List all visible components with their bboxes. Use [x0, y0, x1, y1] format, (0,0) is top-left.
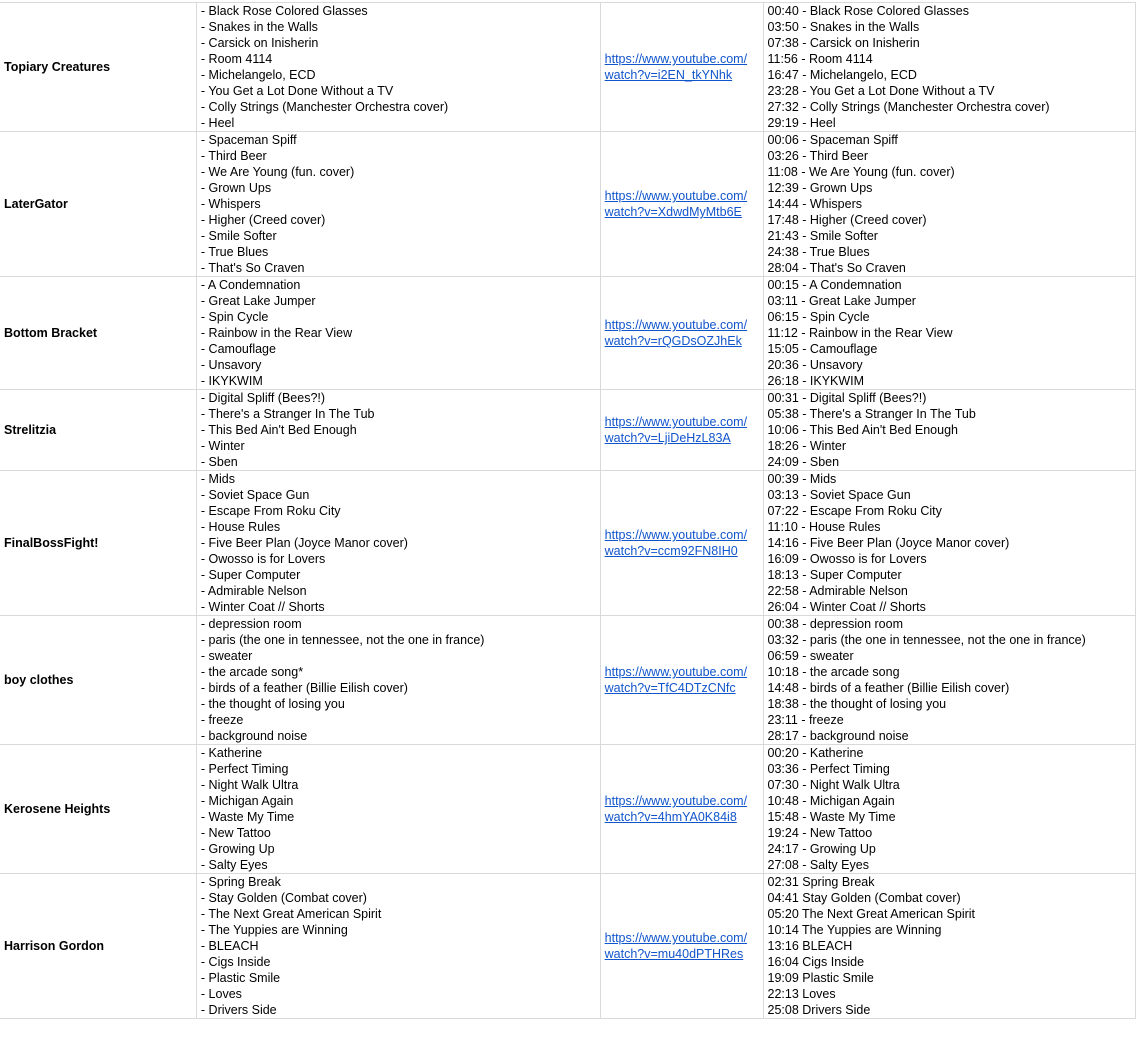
timestamp-entry: 23:28 - You Get a Lot Done Without a TV [767, 84, 995, 98]
timestamp-entry: 15:05 - Camouflage [767, 342, 878, 356]
timestamp-entry: 18:13 - Super Computer [767, 568, 902, 582]
timestamp-entry: 17:48 - Higher (Creed cover) [767, 213, 927, 227]
band-name-cell[interactable] [0, 390, 196, 471]
timestamp-entry: 28:17 - background noise [767, 729, 909, 743]
setlist-song: - Great Lake Jumper [200, 294, 316, 308]
setlist-song: - Super Computer [200, 568, 301, 582]
youtube-link-line: watch?v=4hmYA0K84i8 [604, 810, 737, 824]
setlist-song: - birds of a feather (Billie Eilish cover) [200, 681, 408, 695]
timestamps-cell[interactable] [763, 745, 1136, 874]
timestamp-entry: 18:38 - the thought of losing you [767, 697, 947, 711]
band-row [0, 874, 1136, 1019]
timestamp-entry: 10:06 - This Bed Ain't Bed Enough [767, 423, 958, 437]
timestamp-entry: 00:06 - Spaceman Spiff [767, 133, 898, 147]
setlist-song: - True Blues [200, 245, 269, 259]
setlist-song: - Whispers [200, 197, 261, 211]
timestamps-cell[interactable] [763, 616, 1136, 745]
youtube-link-line: watch?v=LjiDeHzL83A [604, 431, 731, 445]
timestamp-entry: 11:56 - Room 4114 [767, 52, 873, 66]
timestamp-entry: 03:32 - paris (the one in tennessee, not the one in france) [767, 633, 1086, 647]
youtube-link-line: watch?v=rQGDsOZJhEk [604, 334, 742, 348]
timestamp-entry: 16:09 - Owosso is for Lovers [767, 552, 927, 566]
timestamp-entry: 15:48 - Waste My Time [767, 810, 896, 824]
setlist-song: - A Condemnation [200, 278, 301, 292]
band-row [0, 471, 1136, 616]
band-name: Bottom Bracket [4, 326, 98, 340]
setlist-song: - the arcade song* [200, 665, 304, 679]
timestamp-entry: 22:58 - Admirable Nelson [767, 584, 908, 598]
band-row [0, 390, 1136, 471]
spreadsheet-grid [0, 2, 1136, 1019]
setlist-song: - Rainbow in the Rear View [200, 326, 353, 340]
youtube-link[interactable] [605, 188, 759, 220]
setlist-song: - Loves [200, 987, 242, 1001]
timestamp-entry: 07:22 - Escape From Roku City [767, 504, 942, 518]
setlist-song: - Drivers Side [200, 1003, 277, 1017]
setlist-song: - You Get a Lot Done Without a TV [200, 84, 394, 98]
timestamp-entry: 07:38 - Carsick on Inisherin [767, 36, 920, 50]
setlist-cell[interactable] [196, 390, 600, 471]
timestamp-entry: 10:14 The Yuppies are Winning [767, 923, 942, 937]
setlist-song: - Michigan Again [200, 794, 294, 808]
setlist-song: - Owosso is for Lovers [200, 552, 326, 566]
timestamp-entry: 07:30 - Night Walk Ultra [767, 778, 900, 792]
setlist-song: - That's So Craven [200, 261, 305, 275]
timestamp-entry: 11:08 - We Are Young (fun. cover) [767, 165, 955, 179]
timestamp-entry: 12:39 - Grown Ups [767, 181, 873, 195]
setlist-song: - New Tattoo [200, 826, 271, 840]
video-link-cell[interactable] [600, 616, 763, 745]
timestamp-entry: 20:36 - Unsavory [767, 358, 863, 372]
setlist-song: - Growing Up [200, 842, 275, 856]
setlist-song: - Carsick on Inisherin [200, 36, 319, 50]
timestamps-cell[interactable] [763, 277, 1136, 390]
setlist-song: - Soviet Space Gun [200, 488, 310, 502]
timestamp-entry: 11:12 - Rainbow in the Rear View [767, 326, 953, 340]
band-name: Strelitzia [4, 423, 57, 437]
timestamp-entry: 26:04 - Winter Coat // Shorts [767, 600, 926, 614]
band-name-cell[interactable] [0, 3, 196, 132]
youtube-link[interactable] [605, 664, 759, 696]
setlist-song: - Camouflage [200, 342, 276, 356]
setlist-song: - House Rules [200, 520, 281, 534]
setlist-song: - Cigs Inside [200, 955, 271, 969]
band-name-cell[interactable] [0, 874, 196, 1019]
setlist-song: - Winter [200, 439, 245, 453]
setlist-song: - Michelangelo, ECD [200, 68, 316, 82]
band-name: boy clothes [4, 673, 74, 687]
timestamp-entry: 14:16 - Five Beer Plan (Joyce Manor cover) [767, 536, 1010, 550]
timestamp-entry: 00:39 - Mids [767, 472, 837, 486]
setlist-cell[interactable] [196, 874, 600, 1019]
video-link-cell[interactable] [600, 874, 763, 1019]
spreadsheet-body [0, 3, 1136, 1019]
youtube-link-line: https://www.youtube.com/ [604, 189, 748, 203]
video-link-cell[interactable] [600, 471, 763, 616]
timestamp-entry: 00:20 - Katherine [767, 746, 864, 760]
setlist-song: - the thought of losing you [200, 697, 345, 711]
timestamps-cell[interactable] [763, 132, 1136, 277]
timestamp-entry: 24:09 - Sben [767, 455, 840, 469]
band-name-cell[interactable] [0, 745, 196, 874]
timestamp-entry: 24:38 - True Blues [767, 245, 870, 259]
band-name-cell[interactable] [0, 616, 196, 745]
youtube-link-line: watch?v=TfC4DTzCNfc [604, 681, 736, 695]
timestamp-entry: 14:44 - Whispers [767, 197, 862, 211]
band-row [0, 132, 1136, 277]
setlist-song: - Room 4114 [200, 52, 273, 66]
timestamp-entry: 29:19 - Heel [767, 116, 836, 130]
video-link-cell[interactable] [600, 132, 763, 277]
setlist-song: - Salty Eyes [200, 858, 268, 872]
timestamp-entry: 27:08 - Salty Eyes [767, 858, 869, 872]
setlist-song: - Unsavory [200, 358, 262, 372]
timestamp-entry: 05:38 - There's a Stranger In The Tub [767, 407, 976, 421]
setlist-song: - Five Beer Plan (Joyce Manor cover) [200, 536, 408, 550]
band-row [0, 616, 1136, 745]
timestamp-entry: 03:50 - Snakes in the Walls [767, 20, 920, 34]
band-row [0, 745, 1136, 874]
timestamp-entry: 04:41 Stay Golden (Combat cover) [767, 891, 961, 905]
setlist-cell[interactable] [196, 471, 600, 616]
setlist-song: - depression room [200, 617, 302, 631]
setlist-song: - Stay Golden (Combat cover) [200, 891, 367, 905]
setlist-song: - Night Walk Ultra [200, 778, 299, 792]
setlist-song: - freeze [200, 713, 244, 727]
timestamp-entry: 00:38 - depression room [767, 617, 903, 631]
band-row [0, 3, 1136, 132]
timestamp-entry: 00:31 - Digital Spliff (Bees?!) [767, 391, 927, 405]
video-link-cell[interactable] [600, 277, 763, 390]
setlist-song: - The Yuppies are Winning [200, 923, 348, 937]
setlist-song: - Waste My Time [200, 810, 295, 824]
setlist-song: - Spaceman Spiff [200, 133, 297, 147]
setlist-cell[interactable] [196, 616, 600, 745]
band-name: Topiary Creatures [4, 60, 111, 74]
youtube-link-line: https://www.youtube.com/ [604, 931, 748, 945]
timestamp-entry: 10:18 - the arcade song [767, 665, 900, 679]
timestamps-cell[interactable] [763, 471, 1136, 616]
timestamp-entry: 25:08 Drivers Side [767, 1003, 871, 1017]
timestamp-entry: 27:32 - Colly Strings (Manchester Orchestra cover) [767, 100, 1050, 114]
timestamp-entry: 24:17 - Growing Up [767, 842, 876, 856]
setlist-song: - BLEACH [200, 939, 259, 953]
setlist-song: - Snakes in the Walls [200, 20, 318, 34]
youtube-link[interactable] [605, 527, 759, 559]
timestamp-entry: 16:04 Cigs Inside [767, 955, 865, 969]
timestamp-entry: 00:40 - Black Rose Colored Glasses [767, 4, 969, 18]
timestamp-entry: 03:11 - Great Lake Jumper [767, 294, 916, 308]
setlist-song: - IKYKWIM [200, 374, 263, 388]
timestamp-entry: 23:11 - freeze [767, 713, 844, 727]
youtube-link-line: watch?v=ccm92FN8IH0 [604, 544, 738, 558]
youtube-link[interactable] [605, 930, 759, 962]
youtube-link-line: https://www.youtube.com/ [604, 318, 748, 332]
timestamp-entry: 18:26 - Winter [767, 439, 847, 453]
timestamp-entry: 10:48 - Michigan Again [767, 794, 895, 808]
setlist-song: - The Next Great American Spirit [200, 907, 382, 921]
setlist-song: - This Bed Ain't Bed Enough [200, 423, 357, 437]
setlist-song: - Winter Coat // Shorts [200, 600, 325, 614]
timestamp-entry: 06:15 - Spin Cycle [767, 310, 870, 324]
youtube-link-line: https://www.youtube.com/ [604, 794, 748, 808]
timestamp-entry: 28:04 - That's So Craven [767, 261, 906, 275]
timestamps-cell[interactable] [763, 390, 1136, 471]
video-link-cell[interactable] [600, 3, 763, 132]
timestamp-entry: 22:13 Loves [767, 987, 836, 1001]
youtube-link-line: https://www.youtube.com/ [604, 528, 748, 542]
band-name: FinalBossFight! [4, 536, 99, 550]
setlist-song: - Higher (Creed cover) [200, 213, 326, 227]
setlist-cell[interactable] [196, 3, 600, 132]
timestamp-entry: 21:43 - Smile Softer [767, 229, 878, 243]
band-name-cell[interactable] [0, 132, 196, 277]
setlist-cell[interactable] [196, 277, 600, 390]
timestamp-entry: 03:36 - Perfect Timing [767, 762, 890, 776]
band-row [0, 277, 1136, 390]
youtube-link[interactable] [605, 317, 759, 349]
timestamp-entry: 06:59 - sweater [767, 649, 854, 663]
timestamp-entry: 11:10 - House Rules [767, 520, 881, 534]
setlist-song: - Plastic Smile [200, 971, 281, 985]
band-name: Kerosene Heights [4, 802, 111, 816]
setlist-song: - Escape From Roku City [200, 504, 341, 518]
setlist-song: - We Are Young (fun. cover) [200, 165, 355, 179]
setlist-song: - Heel [200, 116, 235, 130]
youtube-link[interactable] [605, 414, 759, 446]
band-name-cell[interactable] [0, 471, 196, 616]
setlist-song: - There's a Stranger In The Tub [200, 407, 375, 421]
youtube-link[interactable] [605, 793, 759, 825]
band-name: LaterGator [4, 197, 68, 211]
band-name: Harrison Gordon [4, 939, 105, 953]
youtube-link-line: https://www.youtube.com/ [604, 415, 748, 429]
video-link-cell[interactable] [600, 390, 763, 471]
setlist-song: - Spring Break [200, 875, 281, 889]
youtube-link[interactable] [605, 51, 759, 83]
youtube-link-line: https://www.youtube.com/ [604, 52, 748, 66]
timestamps-cell[interactable] [763, 3, 1136, 132]
timestamp-entry: 02:31 Spring Break [767, 875, 875, 889]
youtube-link-line: watch?v=XdwdMyMtb6E [604, 205, 742, 219]
setlist-song: - Digital Spliff (Bees?!) [200, 391, 326, 405]
setlist-song: - Black Rose Colored Glasses [200, 4, 368, 18]
setlist-song: - Grown Ups [200, 181, 272, 195]
timestamp-entry: 03:13 - Soviet Space Gun [767, 488, 911, 502]
youtube-link-line: https://www.youtube.com/ [604, 665, 748, 679]
timestamp-entry: 26:18 - IKYKWIM [767, 374, 865, 388]
youtube-link-line: watch?v=i2EN_tkYNhk [604, 68, 733, 82]
timestamp-entry: 03:26 - Third Beer [767, 149, 869, 163]
setlist-song: - Katherine [200, 746, 263, 760]
setlist-song: - Third Beer [200, 149, 267, 163]
setlist-song: - Admirable Nelson [200, 584, 307, 598]
setlist-cell[interactable] [196, 745, 600, 874]
youtube-link-line: watch?v=mu40dPTHRes [604, 947, 744, 961]
timestamp-entry: 16:47 - Michelangelo, ECD [767, 68, 917, 82]
setlist-song: - paris (the one in tennessee, not the one in france) [200, 633, 485, 647]
video-link-cell[interactable] [600, 745, 763, 874]
setlist-song: - Mids [200, 472, 235, 486]
setlist-song: - Colly Strings (Manchester Orchestra cover) [200, 100, 449, 114]
setlist-song: - Sben [200, 455, 238, 469]
setlist-song: - background noise [200, 729, 308, 743]
timestamp-entry: 05:20 The Next Great American Spirit [767, 907, 976, 921]
setlist-cell[interactable] [196, 132, 600, 277]
timestamp-entry: 13:16 BLEACH [767, 939, 853, 953]
timestamp-entry: 14:48 - birds of a feather (Billie Eilish cover) [767, 681, 1010, 695]
band-name-cell[interactable] [0, 277, 196, 390]
setlist-song: - Smile Softer [200, 229, 277, 243]
timestamp-entry: 19:09 Plastic Smile [767, 971, 874, 985]
timestamp-entry: 19:24 - New Tattoo [767, 826, 873, 840]
setlist-song: - sweater [200, 649, 253, 663]
timestamp-entry: 00:15 - A Condemnation [767, 278, 902, 292]
setlist-song: - Spin Cycle [200, 310, 269, 324]
timestamps-cell[interactable] [763, 874, 1136, 1019]
setlist-song: - Perfect Timing [200, 762, 289, 776]
